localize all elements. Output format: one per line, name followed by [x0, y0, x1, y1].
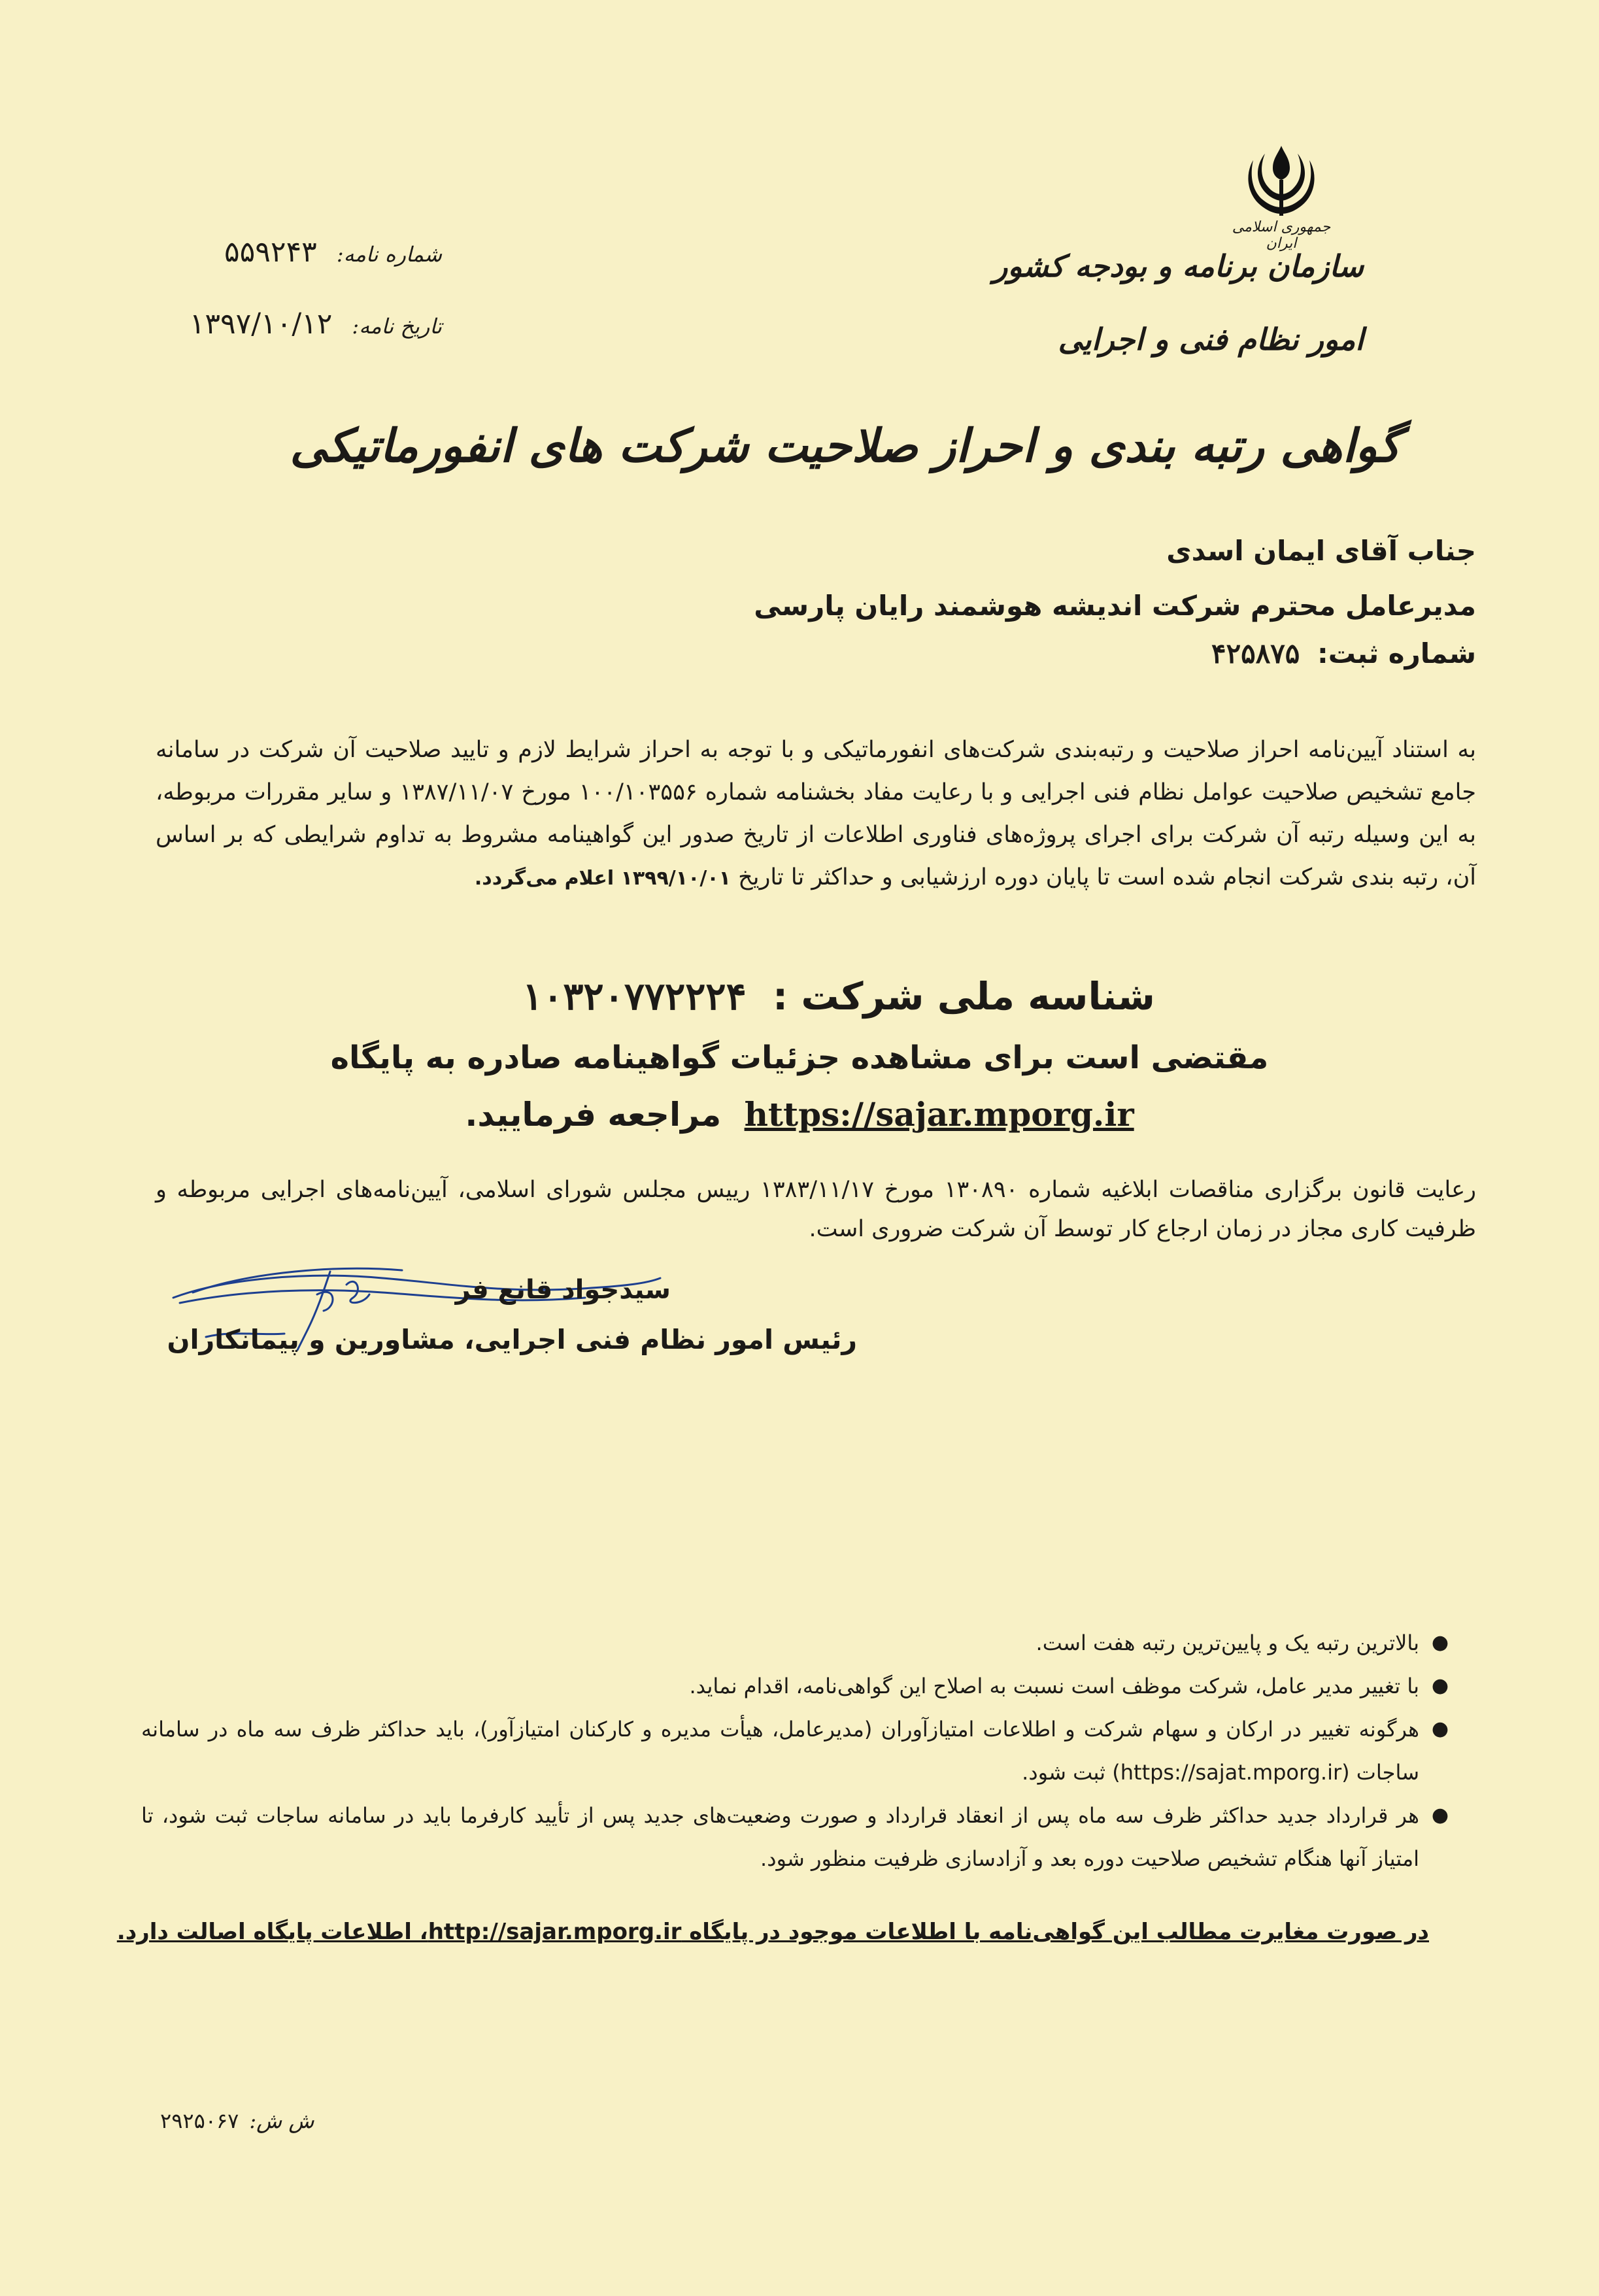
- note-text: با تغییر مدیر عامل، شرکت موظف است نسبت به اصلاح این گواهی‌نامه، اقدام نماید.: [689, 1674, 1419, 1698]
- note-item: [141, 1708, 1449, 1794]
- body-paragraph-end: ۱۳۹۹/۱۰/۰۱ اعلام می‌گردد.: [474, 867, 731, 890]
- body-paragraph: [156, 729, 1476, 900]
- bullet-icon: ●: [1431, 1631, 1449, 1654]
- national-id-label: شناسه ملی شرکت :: [772, 974, 1155, 1019]
- note-item: [141, 1621, 1449, 1664]
- note-item: [141, 1664, 1449, 1708]
- letter-date-label: تاریخ نامه:: [352, 314, 442, 339]
- emblem-caption: جمهوری اسلامی ایران: [1232, 219, 1331, 252]
- reference-value: ۲۹۲۵۰۶۷: [160, 2108, 239, 2133]
- note-text: هر قرارداد جدید حداکثر ظرف سه ماه پس از انعقاد قرارداد و صورت وضعیت‌های جدید پس از تأیید کارفرما باید در سامانه ساجات ثبت شود، تا امتیاز آنها هنگام تشخیص صلاحیت دوره بعد و آزادسازی ظرفیت منظور شود.: [141, 1803, 1419, 1871]
- letter-number: [224, 235, 442, 269]
- signer-name: سیدجواد قانع فر: [455, 1275, 671, 1305]
- department-name: امور نظام فنی و اجرایی: [1058, 322, 1364, 357]
- instruction-line-2-end: مراجعه فرمایید.: [465, 1096, 722, 1134]
- national-id-value: ۱۰۳۲۰۷۷۲۲۲۴: [522, 974, 747, 1019]
- sajar-link[interactable]: https://sajar.mporg.ir: [744, 1095, 1134, 1134]
- registration-number-value: ۴۲۵۸۷۵: [1211, 637, 1300, 669]
- instruction-line-1: مقتضی است برای مشاهده جزئیات گواهینامه صادره به پایگاه: [330, 1039, 1269, 1076]
- reference-label: ش ش:: [249, 2108, 314, 2133]
- letter-number-value: ۵۵۹۲۴۳: [224, 235, 317, 269]
- certificate-title: گواهی رتبه بندی و احراز صلاحیت شرکت های انفورماتیکی: [290, 418, 1401, 473]
- body-paragraph-text: به استناد آیین‌نامه احراز صلاحیت و رتبه‌بندی شرکت‌های انفورماتیکی و با توجه به احراز شرایط لازم و تایید صلاحیت آن شرکت در سامانه جامع تشخیص صلاحیت عوامل نظام فنی اجرایی و با رعایت مفاد بخشنامه شماره ۱۰۰/۱۰۳۵۵۶ مورخ ۱۳۸۷/۱۱/۰۷ و سایر مقررات مربوطه، به این وسیله رتبه آن شرکت برای اجرای پروژه‌های فناوری اطلاعات از تاریخ صدور این گواهینامه مشروط به تداوم شرایطی که بر اساس آن، رتبه بندی شرکت انجام شده است تا پایان دوره ارزشیابی و حداکثر تا تاریخ: [156, 737, 1476, 890]
- iran-emblem-icon: [1239, 141, 1324, 229]
- bullet-icon: ●: [1431, 1717, 1449, 1740]
- registration-number: [1211, 637, 1476, 669]
- reference-code: [160, 2108, 314, 2133]
- instruction-line-2: [0, 1095, 1599, 1134]
- letter-number-label: شماره نامه:: [336, 242, 442, 267]
- bullet-icon: ●: [1431, 1804, 1449, 1827]
- law-paragraph: رعایت قانون برگزاری مناقصات ابلاغیه شماره ۱۳۰۸۹۰ مورخ ۱۳۸۳/۱۱/۱۷ رییس مجلس شورای اسلامی، آیین‌نامه‌های اجرایی مربوطه و ظرفیت کاری مجاز در زمان ارجاع کار توسط آن شرکت ضروری است.: [156, 1177, 1476, 1242]
- organization-name: سازمان برنامه و بودجه کشور: [993, 248, 1364, 284]
- signer-title: رئیس امور نظام فنی اجرایی، مشاورین و پیمانکاران: [167, 1324, 857, 1355]
- note-text: هرگونه تغییر در ارکان و سهام شرکت و اطلاعات امتیازآوران (مدیرعامل، هیأت مدیره و کارکنان امتیازآور)، باید حداکثر ظرف سه ماه در سامانه ساجات (https://sajat.mporg.ir) ثبت شود.: [141, 1717, 1419, 1785]
- letter-date: [190, 307, 442, 341]
- letter-date-value: ۱۳۹۷/۱۰/۱۲: [189, 307, 333, 341]
- note-item: [141, 1794, 1449, 1880]
- footer-note: در صورت مغایرت مطالب این گواهی‌نامه با اطلاعات موجود در پایگاه http://sajar.mporg.ir، اطلاعات پایگاه اصالت دارد.: [116, 1919, 1429, 1945]
- addressee-position: مدیرعامل محترم شرکت اندیشه هوشمند رایان پارسی: [754, 590, 1476, 622]
- registration-number-label: شماره ثبت:: [1317, 637, 1476, 669]
- bullet-icon: ●: [1431, 1674, 1449, 1697]
- note-text: بالاترین رتبه یک و پایین‌ترین رتبه هفت است.: [1035, 1630, 1419, 1655]
- addressee-name: جناب آقای ایمان اسدی: [1166, 535, 1476, 567]
- notes-list: [141, 1621, 1449, 1880]
- national-id: [0, 974, 1599, 1019]
